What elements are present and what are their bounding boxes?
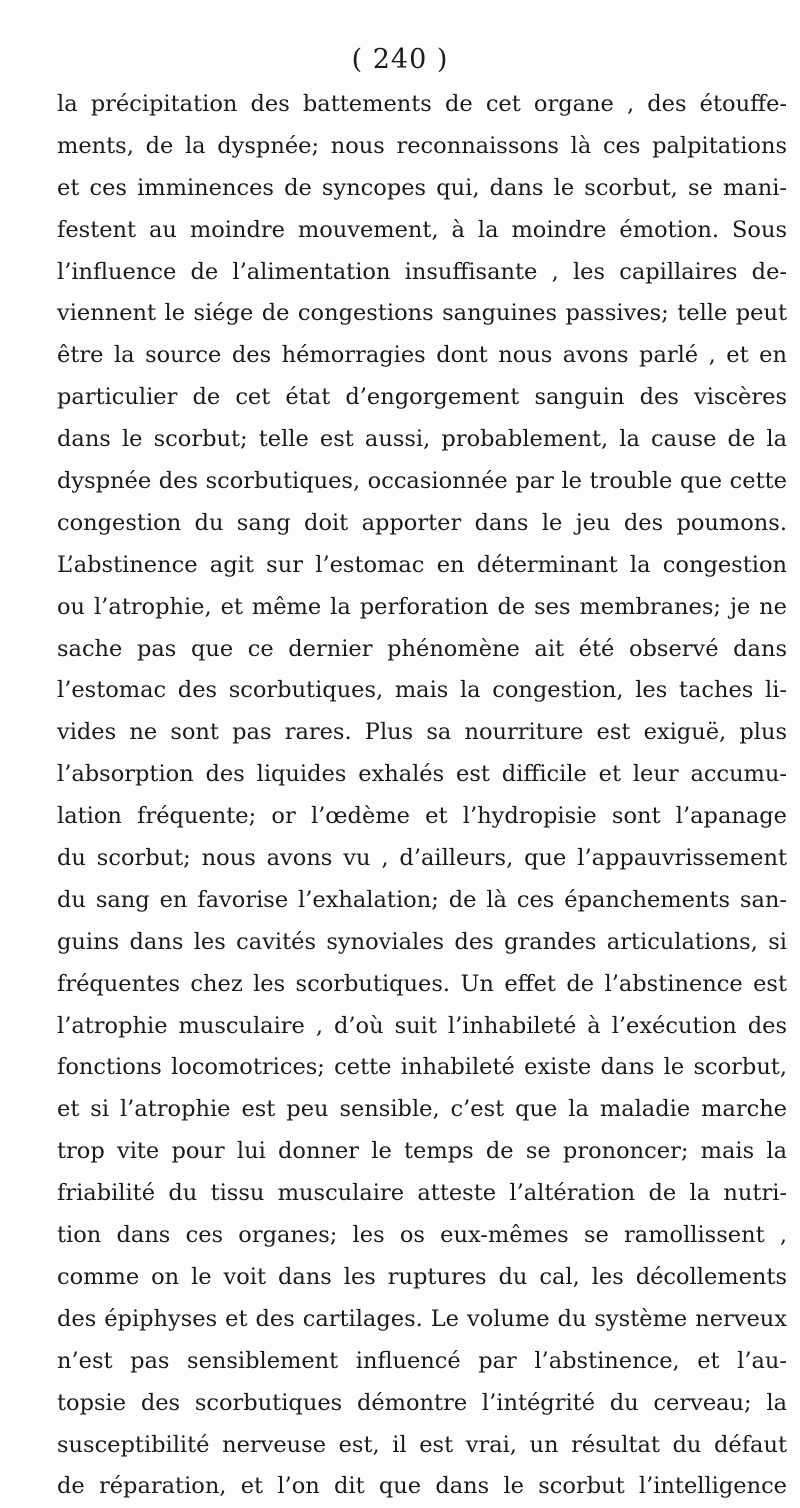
text-line: l’absorption des liquides exhalés est difficile et leur accumu-: [57, 761, 787, 788]
text-line: guins dans les cavités synoviales des grandes articulations, si: [57, 928, 787, 955]
text-line: viennent le siége de congestions sanguines passives; telle peut: [57, 300, 787, 327]
page-number: ( 240 ): [351, 44, 449, 75]
text-line: ou l’atrophie, et même la perforation de ses membranes; je ne: [57, 593, 787, 620]
text-line: lation fréquente; or l’œdème et l’hydropisie sont l’apanage: [57, 803, 787, 830]
text-line: festent au moindre mouvement, à la moindre émotion. Sous: [57, 216, 787, 243]
text-line: fréquentes chez les scorbutiques. Un effet de l’abstinence est: [57, 970, 787, 997]
text-line: ments, de la dyspnée; nous reconnaissons là ces palpitations: [57, 132, 787, 159]
text-line: friabilité du tissu musculaire atteste l’altération de la nutri-: [57, 1180, 787, 1207]
text-line: vides ne sont pas rares. Plus sa nourriture est exiguë, plus: [57, 719, 787, 746]
text-line: comme on le voit dans les ruptures du cal, les décollements: [57, 1263, 787, 1290]
text-line: particulier de cet état d’engorgement sanguin des viscères: [57, 384, 787, 411]
text-line: susceptibilité nerveuse est, il est vrai, un résultat du défaut: [57, 1431, 787, 1458]
text-line: du scorbut; nous avons vu , d’ailleurs, que l’appauvrissement: [57, 845, 787, 872]
text-line: fonctions locomotrices; cette inhabileté existe dans le scorbut,: [57, 1054, 787, 1081]
text-line: la précipitation des battements de cet organe , des étouffe-: [57, 91, 787, 117]
text-line: des épiphyses et des cartilages. Le volume du système nerveux: [57, 1305, 787, 1332]
text-line: topsie des scorbutiques démontre l’intégrité du cerveau; la: [57, 1389, 787, 1416]
text-line: de réparation, et l’on dit que dans le scorbut l’intelligence: [57, 1473, 787, 1500]
text-line: trop vite pour lui donner le temps de se prononcer; mais la: [57, 1138, 787, 1165]
text-line: congestion du sang doit apporter dans le jeu des poumons.: [57, 509, 787, 536]
text-line: dans le scorbut; telle est aussi, probablement, la cause de la: [57, 426, 787, 453]
text-line: n’est pas sensiblement influencé par l’abstinence, et l’au-: [57, 1347, 787, 1374]
text-line: l’estomac des scorbutiques, mais la congestion, les taches li-: [57, 677, 787, 704]
text-line: dyspnée des scorbutiques, occasionnée par le trouble que cette: [57, 468, 787, 495]
text-line: être la source des hémorragies dont nous avons parlé , et en: [57, 342, 787, 369]
text-line: l’atrophie musculaire , d’où suit l’inhabileté à l’exécution des: [57, 1012, 787, 1039]
text-line: l’influence de l’alimentation insuffisante , les capillaires de-: [57, 258, 787, 285]
text-line: L’abstinence agit sur l’estomac en déterminant la congestion: [57, 551, 787, 578]
text-line: du sang en favorise l’exhalation; de là ces épanchements san-: [57, 886, 787, 913]
text-line: et si l’atrophie est peu sensible, c’est que la maladie marche: [57, 1096, 787, 1123]
text-line: sache pas que ce dernier phénomène ait été observé dans: [57, 635, 787, 662]
text-line: et ces imminences de syncopes qui, dans le scorbut, se mani-: [57, 174, 787, 201]
text-line: tion dans ces organes; les os eux-mêmes se ramollissent ,: [57, 1222, 787, 1249]
body-text: [57, 84, 787, 1508]
